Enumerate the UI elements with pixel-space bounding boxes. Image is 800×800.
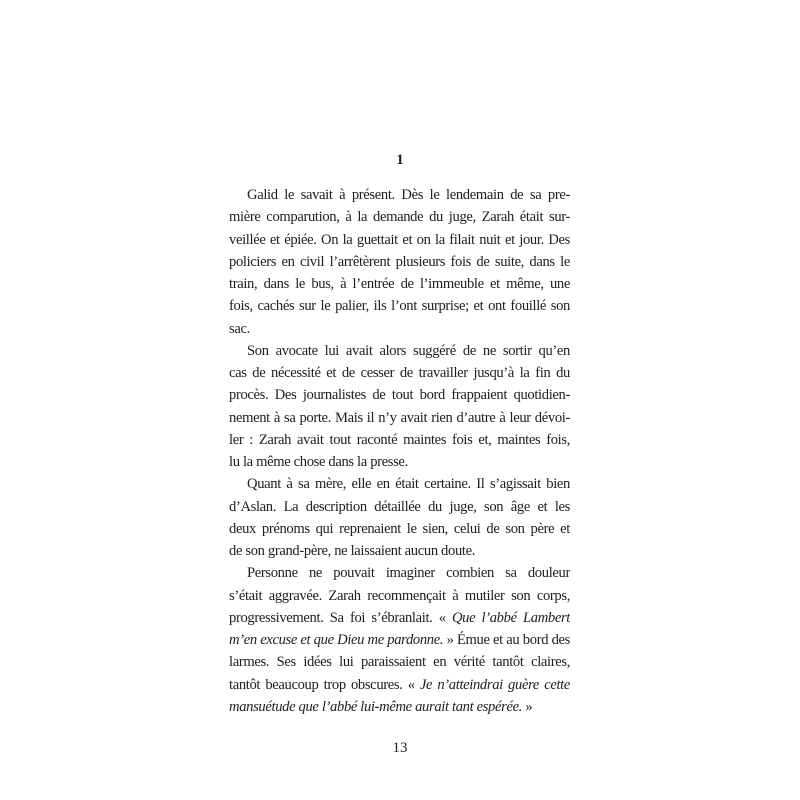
text-line [229, 429, 570, 451]
text-segment: nement à sa porte. Mais il n’y avait rien d’autre à leur dévoi- [229, 409, 570, 426]
text-segment: Galid le savait à présent. Dès le lendemain de sa pre- [247, 187, 570, 203]
text-line [229, 518, 570, 540]
italic-quote: Je n’atteindrai guère cette [419, 676, 570, 693]
text-line [229, 451, 570, 473]
text-segment: s’était aggravée. Zarah recommençait à mutiler son corps, [229, 587, 570, 604]
text-line [229, 362, 570, 384]
text-line [229, 629, 570, 651]
text-segment: lu la même chose dans la presse. [229, 454, 408, 470]
text-segment: tantôt beaucoup trop obscures. « [229, 676, 420, 693]
text-line [229, 251, 570, 273]
text-segment: fois, cachés sur le palier, ils l’ont surprise; et ont fouillé son [229, 298, 570, 315]
text-segment: veillée et épiée. On la guettait et on la filait nuit et jour. Des [229, 231, 570, 248]
text-line [229, 340, 570, 362]
text-line [229, 384, 570, 406]
text-segment: deux prénoms qui reprenaient le sien, celui de son père et [229, 520, 570, 537]
text-segment: Quant à sa mère, elle en était certaine. Il s’agissait bien [247, 476, 570, 493]
text-line [229, 496, 570, 518]
text-line [229, 696, 570, 718]
text-line [229, 184, 570, 206]
text-segment: policiers en civil l’arrêtèrent plusieurs fois de suite, dans le [229, 253, 570, 270]
text-segment: cas de nécessité et de cesser de travailler jusqu’à la fin du [229, 365, 570, 381]
text-segment: de son grand-père, ne laissaient aucun doute. [229, 543, 476, 559]
paragraph [229, 473, 570, 562]
text-segment: larmes. Ses idées lui paraissaient en vérité tantôt claires, [229, 654, 570, 671]
text-line [229, 651, 570, 673]
italic-quote: Que l’abbé Lambert [451, 609, 570, 626]
italic-quote: mansuétude que l’abbé lui-même aurait tant espérée. [229, 698, 523, 715]
paragraph [229, 184, 570, 340]
text-segment: Personne ne pouvait imaginer combien sa douleur [247, 565, 570, 582]
text-segment: sac. [229, 320, 250, 337]
text-segment: mière comparution, à la demande du juge, Zarah était sur- [229, 209, 570, 226]
text-segment: procès. Des journalistes de tout bord frappaient quotidien- [229, 387, 570, 404]
page-number: 13 [392, 740, 408, 756]
text-segment: ler : Zarah avait tout raconté maintes fois et, maintes fois, [229, 431, 570, 448]
text-line [229, 540, 570, 562]
paragraph [229, 562, 570, 718]
text-line [229, 674, 570, 696]
text-line [229, 473, 570, 495]
text-segment: d’Aslan. La description détaillée du juge, son âge et les [229, 498, 570, 515]
page-body [229, 184, 570, 718]
text-line [229, 562, 570, 584]
text-line [229, 318, 570, 340]
text-line [229, 295, 570, 317]
chapter-number: 1 [396, 152, 404, 168]
text-segment: » Émue et au bord des [443, 632, 570, 648]
text-line [229, 407, 570, 429]
text-segment: train, dans le bus, à l’entrée de l’immeuble et même, une [229, 276, 570, 292]
text-segment: Son avocate lui avait alors suggéré de ne sortir qu’en [247, 342, 570, 359]
text-line [229, 206, 570, 228]
italic-quote: m’en excuse et que Dieu me pardonne. [229, 632, 444, 648]
text-segment: progressivement. Sa foi s’ébranlait. « [229, 609, 452, 626]
text-segment: » [522, 698, 533, 715]
text-line [229, 607, 570, 629]
text-line [229, 229, 570, 251]
paragraph [229, 340, 570, 474]
text-line [229, 585, 570, 607]
text-line [229, 273, 570, 295]
